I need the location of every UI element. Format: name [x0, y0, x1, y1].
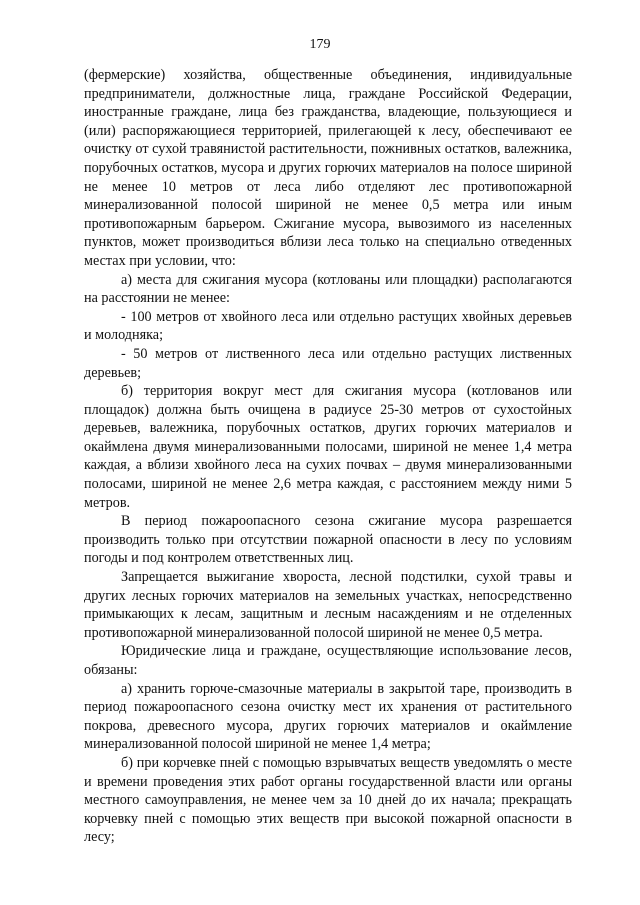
paragraph-prohibition: Запрещается выжигание хвороста, лесной подстилки, сухой травы и других лесных горючих материалов на земельных участках, непосредственно примыкающих к лесам, защитным и лесным насаждениям и не отделенных противопожарной минерализованной полосой шириной не менее 0,5 метра.	[84, 569, 572, 641]
paragraph-distance-deciduous: - 50 метров от лиственного леса или отдельно растущих лиственных деревьев;	[84, 345, 572, 381]
document-body	[84, 66, 572, 847]
paragraph-item-a-location: а) места для сжигания мусора (котлованы или площадки) располагаются на расстоянии не менее:	[84, 271, 572, 307]
paragraph-item-b-territory: б) территория вокруг мест для сжигания мусора (котлованов или площадок) должна быть очищена в радиусе 25-30 метров от сухостойных деревьев, валежника, порубочных остатков, других горючих материалов и окаймлена двумя минерализованными полосами, шириной не менее 1,4 метра каждая, а вблизи хвойного леса на сухих почвах – двумя минерализованными полосами, шириной не менее 2,6 метра каждая, с расстоянием между ними 5 метров.	[84, 383, 572, 511]
page-number: 179	[309, 37, 331, 52]
paragraph-obligation-a: а) хранить горюче-смазочные материалы в закрытой таре, производить в период пожароопасного сезона очистку мест их хранения от растительного покрова, древесного мусора, других горючих материалов и окаймление минерализованной полосой шириной не менее 1,4 метра;	[84, 680, 572, 753]
paragraph-fire-season: В период пожароопасного сезона сжигание мусора разрешается производить только при отсутствии пожарной опасности в лесу по условиям погоды и под контролем ответственных лиц.	[84, 513, 572, 567]
paragraph-obligations: Юридические лица и граждане, осуществляющие использование лесов, обязаны:	[84, 643, 572, 678]
paragraph-distance-conifer: - 100 метров от хвойного леса или отдельно растущих хвойных деревьев и молодняка;	[84, 308, 572, 344]
paragraph-obligation-b: б) при корчевке пней с помощью взрывчатых веществ уведомлять о месте и времени проведения этих работ органы государственной власти или органы местного самоуправления, не менее чем за 10 дней до их начала; прекращать корчевку пней с помощью этих веществ при высокой пожарной опасности в лесу;	[84, 754, 572, 846]
paragraph-continuation: (фермерские) хозяйства, общественные объединения, индивидуальные предприниматели, должностные лица, граждане Российской Федерации, иностранные граждане, лица без гражданства, владеющие, пользующиеся и (или) распоряжающиеся территорией, прилегающей к лесу, обеспечивают ее очистку от сухой травянистой растительности, пожнивных остатков, валежника, порубочных остатков, мусора и других горючих материалов на полосе шириной не менее 10 метров от леса либо отделяют лес противопожарной минерализованной полосой шириной не менее 0,5 метра или иным противопожарным барьером. Сжигание мусора, вывозимого из населенных пунктов, может производиться вблизи леса только на специально отведенных местах при условии, что:	[84, 67, 572, 269]
